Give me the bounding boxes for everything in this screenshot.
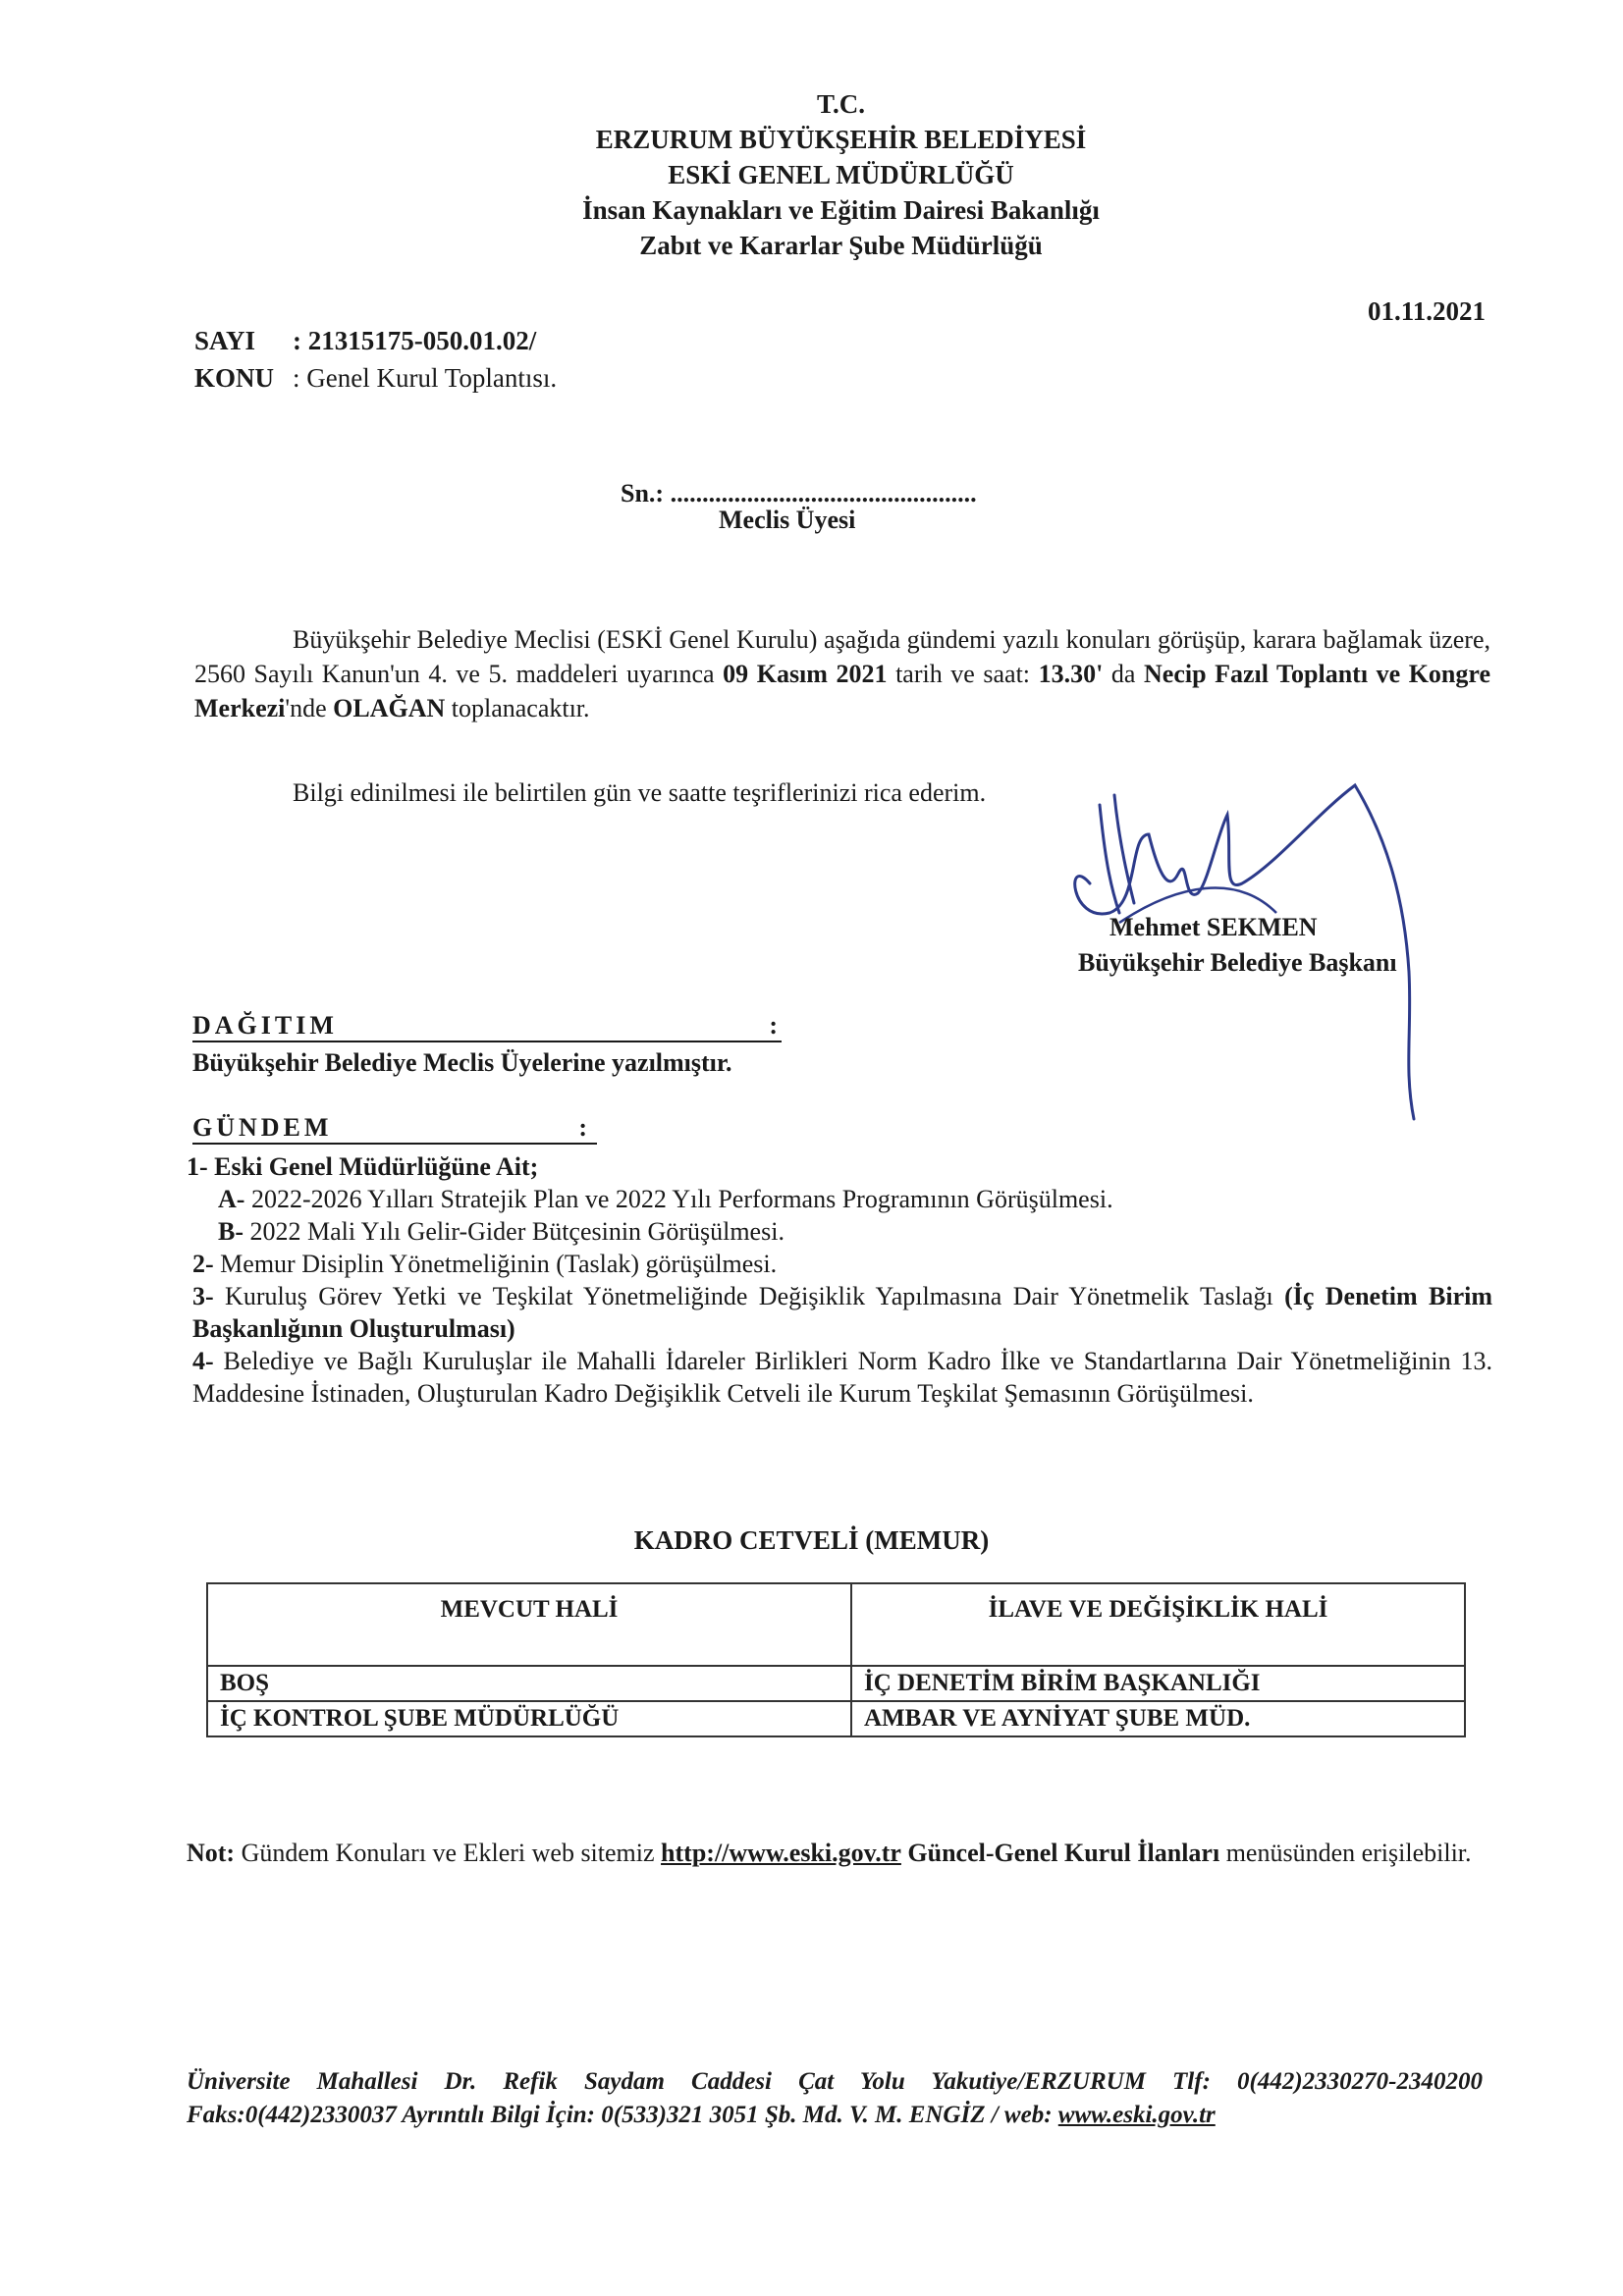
menu-name: Güncel-Genel Kurul İlanları: [907, 1839, 1220, 1867]
note: [187, 1836, 1492, 1871]
agenda-item-1: 1- Eski Genel Müdürlüğüne Ait;: [187, 1152, 539, 1181]
footer-web-link[interactable]: www.eski.gov.tr: [1057, 2102, 1216, 2128]
body-text: Büyükşehir Belediye Meclisi (ESKİ Genel Kurulu) aşağıda gündemi yazılı konuları görüşüp, karara bağlamak üzere, 2560 Sayılı Kanun'un 4. ve 5. maddeleri uyarınca: [194, 625, 1490, 688]
body-paragraph-1: [194, 622, 1490, 725]
table-cell: BOŞ: [207, 1666, 851, 1701]
dagitim-section: [192, 1011, 801, 1078]
column-header-changed: İLAVE VE DEĞİŞİKLİK HALİ: [851, 1583, 1465, 1666]
meeting-type: OLAĞAN: [333, 694, 446, 722]
table-row: [207, 1701, 1465, 1736]
agenda-item-4: 4- Belediye ve Bağlı Kuruluşlar ile Mahalli İdareler Birlikleri Norm Kadro İlke ve Standartlarına Dair Yönetmeliğinin 13. Maddesine İstinaden, Oluşturulan Kadro Değişiklik Cetveli ile Kurum Teşkilat Şemasının Görüşülmesi.: [192, 1347, 1492, 1408]
column-header-current: MEVCUT HALİ: [207, 1583, 851, 1666]
table-cell: AMBAR VE AYNİYAT ŞUBE MÜD.: [851, 1701, 1465, 1736]
dagitim-heading: DAĞITIM: [192, 1011, 338, 1040]
table-header-row: [207, 1583, 1465, 1666]
website-link[interactable]: http://www.eski.gov.tr: [661, 1839, 901, 1867]
addressee-line: Sn.: ................................................: [621, 479, 977, 507]
agenda-item-2: 2- Memur Disiplin Yönetmeliğinin (Taslak) görüşülmesi.: [192, 1250, 778, 1278]
agenda-item-1a: A- 2022-2026 Yılları Stratejik Plan ve 2022 Yılı Performans Programının Görüşülmesi.: [218, 1185, 1113, 1213]
table-row: [207, 1666, 1465, 1701]
signatory-name: Mehmet SEKMEN: [1109, 913, 1318, 941]
letterhead-line-branch: Zabıt ve Kararlar Şube Müdürlüğü: [639, 231, 1043, 260]
body-text: 'nde: [285, 694, 334, 722]
document-date: 01.11.2021: [1367, 296, 1486, 326]
agenda-list: [187, 1150, 1492, 1410]
letterhead-line-department: İnsan Kaynakları ve Eğitim Dairesi Bakanlığı: [582, 195, 1100, 225]
meeting-time: 13.30': [1038, 660, 1104, 688]
table-cell: İÇ KONTROL ŞUBE MÜDÜRLÜĞÜ: [207, 1701, 851, 1736]
table-cell: İÇ DENETİM BİRİM BAŞKANLIĞI: [851, 1666, 1465, 1701]
footer-text: Üniversite Mahallesi Dr. Refik Saydam Caddesi Çat Yolu Yakutiye/ERZURUM Tlf: 0(442)2330270-2340200 Faks:0(442)2330037 Ayrıntılı Bilgi İçin: 0(533)321 3051 Şb. Md. V. M. ENGİZ / web:: [187, 2068, 1483, 2128]
konu-value: : Genel Kurul Toplantısı.: [293, 363, 558, 393]
document-meta: [194, 322, 557, 397]
signatory-title: Büyükşehir Belediye Başkanı: [1078, 948, 1397, 977]
agenda-item-3: 3- Kuruluş Görev Yetki ve Teşkilat Yönetmeliğinde Değişiklik Yapılmasına Dair Yönetmelik Taslağı (İç Denetim Birim Başkanlığının Oluşturulması): [192, 1282, 1492, 1343]
letterhead: [0, 86, 1623, 263]
dagitim-text: Büyükşehir Belediye Meclis Üyelerine yazılmıştır.: [192, 1048, 732, 1077]
note-text: menüsünden erişilebilir.: [1219, 1839, 1472, 1867]
letterhead-line-directorate: ESKİ GENEL MÜDÜRLÜĞÜ: [668, 160, 1014, 189]
sayi-label: SAYI: [194, 326, 256, 355]
footer-contact: [187, 2065, 1483, 2132]
letterhead-line-municipality: ERZURUM BÜYÜKŞEHİR BELEDİYESİ: [595, 125, 1087, 154]
body-text: tarih ve saat:: [887, 660, 1039, 688]
meeting-date: 09 Kasım 2021: [723, 660, 888, 688]
sayi-value: : 21315175-050.01.02/: [293, 326, 537, 355]
letterhead-line-tc: T.C.: [816, 89, 865, 119]
note-text: Gündem Konuları ve Ekleri web sitemiz: [235, 1839, 662, 1867]
gundem-heading-block: [192, 1113, 605, 1145]
addressee-title: Meclis Üyesi: [719, 506, 856, 534]
body-text: da: [1103, 660, 1144, 688]
gundem-heading: GÜNDEM: [192, 1113, 333, 1142]
body-text: Bilgi edinilmesi ile belirtilen gün ve saatte teşriflerinizi rica ederim.: [293, 778, 987, 807]
body-text: toplanacaktır.: [445, 694, 590, 722]
note-label: Not:: [187, 1839, 236, 1867]
agenda-item-1b: B- 2022 Mali Yılı Gelir-Gider Bütçesinin Görüşülmesi.: [218, 1217, 784, 1246]
dagitim-colon: :: [769, 1011, 782, 1040]
konu-label: KONU: [194, 363, 274, 393]
gundem-colon: :: [578, 1113, 591, 1142]
kadro-title: KADRO CETVELİ (MEMUR): [633, 1525, 990, 1555]
meeting-venue: Necip Fazıl Toplantı ve Kongre Merkezi: [194, 660, 1490, 722]
kadro-table: [206, 1582, 1466, 1737]
